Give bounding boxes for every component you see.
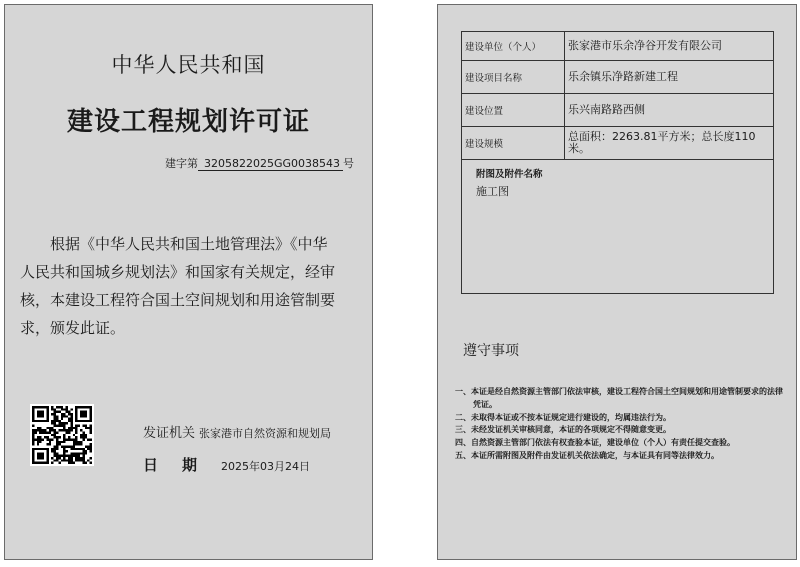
cert-number-value: 3205822025GG0038543 (198, 157, 343, 171)
attachments-label: 附图及附件名称 (476, 169, 543, 180)
row-label: 建设位置 (462, 94, 565, 127)
certificate-front-page (4, 4, 373, 560)
table-row (462, 127, 774, 160)
cert-suffix: 号 (343, 157, 354, 170)
table-row (462, 32, 774, 61)
qr-code-icon (30, 404, 94, 466)
notice-item: 一、本证是经自然资源主管部门依法审核，建设工程符合国土空间规划和用途管制要求的法律凭证。 (455, 387, 783, 409)
row-value: 张家港市乐余净谷开发有限公司 (565, 32, 774, 61)
notice-title: 遵守事项 (463, 343, 519, 359)
notice-list (455, 386, 785, 463)
certificate-number (165, 155, 354, 171)
notice-item: 五、本证所需附图及附件由发证机关依法确定，与本证具有同等法律效力。 (455, 450, 719, 460)
row-label: 建设项目名称 (462, 61, 565, 94)
issuer-label: 发证机关 (143, 426, 196, 441)
certificate-body-text: 根据《中华人民共和国土地管理法》《中华人民共和国城乡规划法》和国家有关规定，经审核，本建设工程符合国土空间规划和用途管制要求，颁发此证。 (20, 235, 336, 337)
cert-prefix: 建字第 (164, 157, 198, 170)
issuing-authority (143, 422, 331, 441)
certificate-title: 建设工程规划许可证 (66, 107, 310, 137)
attachments-value: 施工图 (476, 185, 509, 198)
table-row (462, 94, 774, 127)
notice-item: 四、自然资源主管部门依法有权查验本证，建设单位（个人）有责任提交查验。 (455, 438, 735, 448)
notice-item: 三、未经发证机关审核同意，本证的各项规定不得随意变更。 (455, 425, 671, 435)
row-label: 建设规模 (462, 127, 565, 160)
issue-date (143, 454, 310, 475)
row-value: 总面积：2263.81平方米；总长度110米。 (565, 127, 774, 160)
row-value: 乐兴南路路西侧 (565, 94, 774, 127)
notice-item: 二、未取得本证或不按本证规定进行建设的，均属违法行为。 (455, 412, 671, 422)
attachments-cell (462, 160, 774, 294)
date-value: 2025年03月24日 (221, 460, 311, 473)
attachments-row (462, 160, 774, 294)
row-label: 建设单位（个人） (462, 32, 565, 61)
table-row (462, 61, 774, 94)
certificate-back-page (437, 4, 797, 560)
issuer-value: 张家港市自然资源和规划局 (199, 427, 332, 440)
date-label: 日期 (143, 456, 222, 474)
nation-name: 中华人民共和国 (111, 53, 266, 77)
row-value: 乐余镇乐净路新建工程 (565, 61, 774, 94)
project-info-table (461, 31, 774, 294)
